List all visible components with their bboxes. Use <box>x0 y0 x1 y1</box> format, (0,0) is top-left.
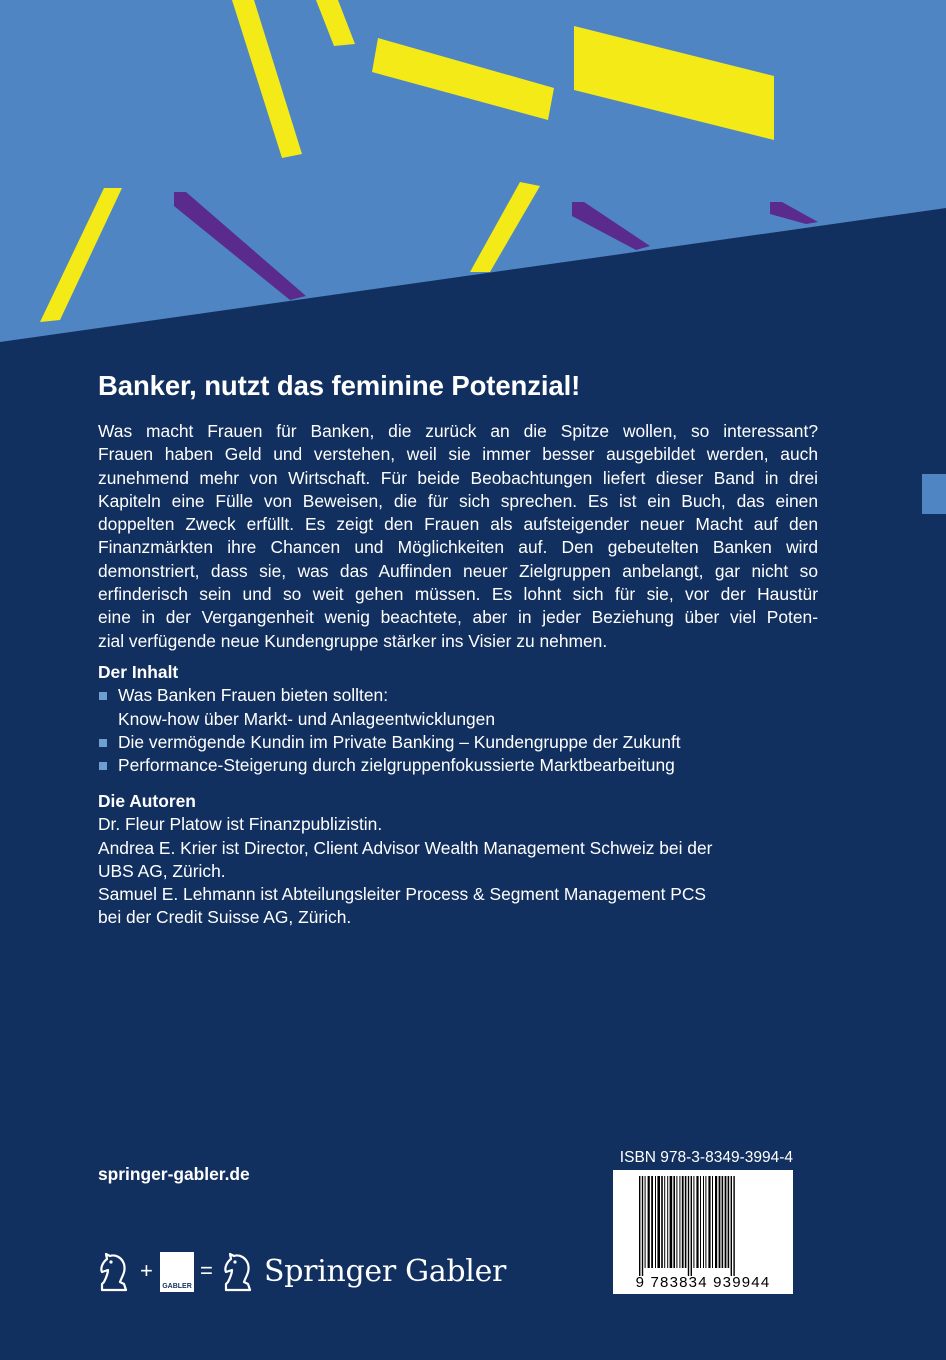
author-line: Andrea E. Krier ist Director, Client Advisor Wealth Management Schweiz bei der <box>98 837 713 858</box>
barcode-bar <box>651 1176 653 1268</box>
barcode-bar <box>696 1176 698 1268</box>
barcode-bar <box>670 1176 673 1268</box>
barcode-bar <box>722 1176 724 1268</box>
intro-line: Was macht Frauen für Banken, die zurück an die Spitze wollen, so interessant? <box>98 421 818 441</box>
gabler-logo <box>160 1252 194 1292</box>
author-line: bei der Credit Suisse AG, Zürich. <box>98 907 352 928</box>
intro-line: erfinderisch sein und so weit gehen müssen. Es lohnt sich für sie, vor der Haustür <box>98 584 818 605</box>
contents-section <box>98 661 818 777</box>
barcode-bar <box>705 1176 706 1268</box>
intro-line: zial verfügende neue Kundengruppe stärker ins Visier zu nehmen. <box>98 630 608 651</box>
barcode-bar <box>693 1176 694 1268</box>
contents-title: Der Inhalt <box>98 662 179 682</box>
barcode-bar <box>664 1176 665 1268</box>
bullet-square-icon <box>99 692 107 700</box>
barcode-bar <box>642 1176 643 1276</box>
barcode-bar <box>655 1176 656 1268</box>
authors-title: Die Autoren <box>98 791 196 811</box>
author-line: Samuel E. Lehmann ist Abteilungsleiter Process & Segment Management PCS <box>98 884 707 905</box>
intro-line: eine in der Vergangenheit wenig beachtete, aber in jeder Beziehung über viel Poten- <box>98 607 818 628</box>
cover-artwork <box>0 0 946 360</box>
list-item <box>98 731 818 754</box>
barcode-bar <box>648 1176 650 1268</box>
equals-sign: = <box>200 1258 213 1283</box>
barcode-bar <box>679 1176 680 1268</box>
barcode-bar <box>676 1176 677 1268</box>
barcode-bar <box>733 1176 734 1276</box>
barcode-bar <box>661 1176 663 1268</box>
barcode-number: 9 783834 939944 <box>635 1274 771 1291</box>
gabler-label: GABLER <box>162 1283 192 1290</box>
isbn-label: ISBN 978-3-8349-3994-4 <box>619 1149 793 1166</box>
barcode-bar <box>725 1176 727 1268</box>
bullet-square-icon <box>99 762 107 770</box>
springer-chess-knight-icon <box>220 1252 256 1292</box>
list-item-text: Was Banken Frauen bieten sollten: <box>118 685 389 706</box>
plus-sign: + <box>140 1258 153 1283</box>
list-item <box>98 684 818 731</box>
intro-line: Kapiteln eine Fülle von Beweisen, die für sich sprechen. Es ist ein Buch, das einen <box>98 490 818 511</box>
bullet-square-icon <box>99 739 107 747</box>
website-link[interactable]: springer-gabler.de <box>98 1164 250 1184</box>
barcode-bar <box>645 1176 646 1268</box>
intro-line: doppelten Zweck erfüllt. Es zeigt den Frauen als aufsteigender neuer Macht auf den <box>98 514 818 535</box>
list-item <box>98 754 818 777</box>
list-item-text: Die vermögende Kundin im Private Banking – Kundengruppe der Zukunft <box>118 731 681 752</box>
author-line: Dr. Fleur Platow ist Finanzpublizistin. <box>98 814 383 835</box>
springer-gabler-brand: Springer Gabler <box>264 1254 507 1289</box>
barcode-bar <box>639 1176 640 1276</box>
barcode-bar <box>719 1176 721 1268</box>
barcode-bar <box>682 1176 684 1268</box>
springer-chess-knight-icon <box>96 1252 132 1292</box>
barcode-bar <box>667 1176 668 1268</box>
blurb <box>98 366 818 653</box>
barcode-bar <box>703 1176 704 1268</box>
publisher-logos <box>96 1248 507 1296</box>
barcode-bar <box>657 1176 660 1268</box>
barcode-bar <box>731 1176 732 1276</box>
barcode-bar <box>712 1176 713 1268</box>
intro-paragraph <box>98 420 818 653</box>
authors-section <box>98 790 818 930</box>
intro-line: Finanzmärkten ihre Chancen und Möglichkeiten auf. Den gebeutelten Banken wird <box>98 537 818 558</box>
barcode-bar <box>708 1176 710 1268</box>
barcode-bar <box>715 1176 717 1268</box>
barcode <box>613 1170 793 1294</box>
contents-list <box>98 684 818 777</box>
intro-line: zunehmend mehr von Wirtschaft. Für beide Beobachtungen liefert dieser Band in drei <box>98 467 818 488</box>
headline: Banker, nutzt das feminine Potenzial! <box>98 370 581 401</box>
barcode-bar <box>688 1176 689 1276</box>
intro-line: demonstriert, dass sie, was das Auffinden neuer Zielgruppen anbelangt, gar nicht so <box>98 560 818 581</box>
barcode-bar <box>728 1176 730 1268</box>
list-item-text: Performance-Steigerung durch zielgruppenfokussierte Marktbearbeitung <box>118 755 675 776</box>
list-item-text: Know-how über Markt- und Anlageentwicklungen <box>118 708 496 729</box>
side-tab-marker <box>922 474 946 514</box>
barcode-bar <box>691 1176 692 1276</box>
barcode-bar <box>673 1176 675 1268</box>
barcode-bar <box>685 1176 687 1268</box>
author-line: UBS AG, Zürich. <box>98 860 226 881</box>
intro-line: Frauen haben Geld und verstehen, weil sie immer besser ausgebildet werden, auch <box>98 444 818 465</box>
barcode-bar <box>700 1176 701 1268</box>
sky-panel <box>0 0 946 342</box>
